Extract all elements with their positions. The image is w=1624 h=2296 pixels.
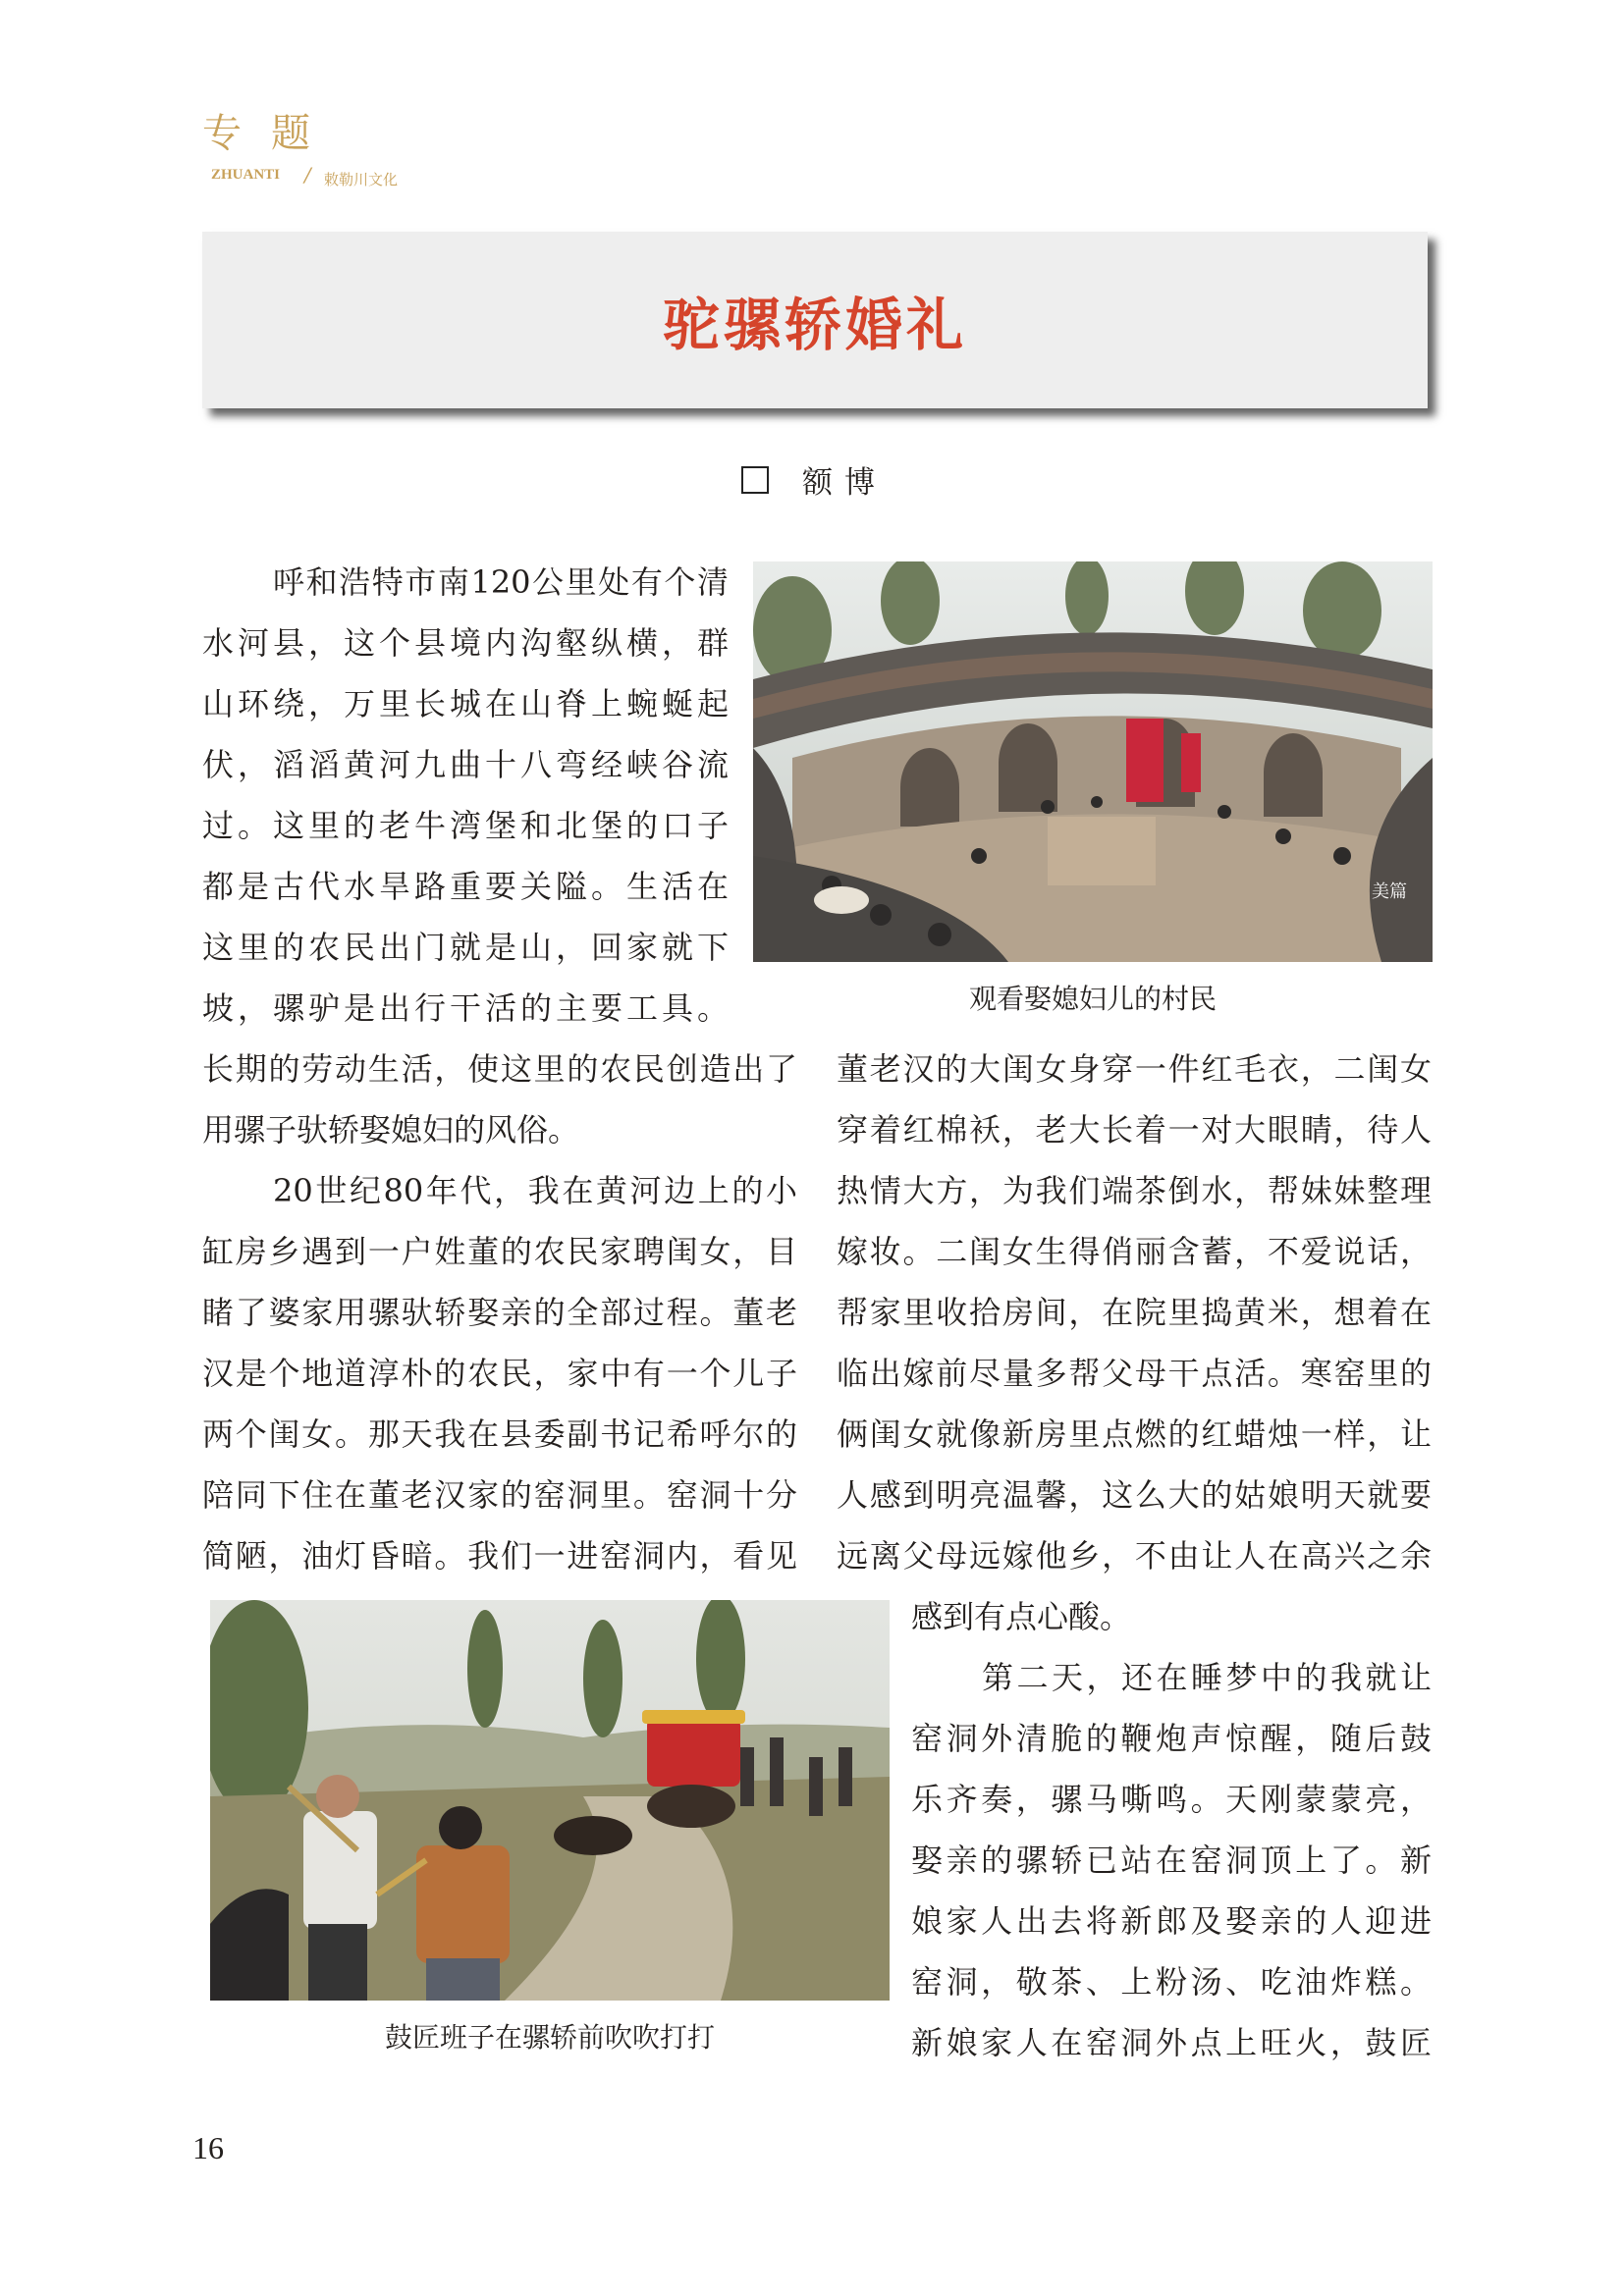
section-title-cn: 专题	[202, 111, 340, 156]
section-divider: /	[304, 163, 311, 187]
author-box-icon	[741, 466, 769, 494]
text-line: 山环绕，万里长城在山脊上蜿蜒起	[202, 685, 729, 722]
section-title-en: ZHUANTI	[211, 167, 281, 183]
text-line: 20世纪80年代，我在黄河边上的小	[273, 1172, 797, 1209]
text-line: 过。这里的老牛湾堡和北堡的口子	[202, 807, 729, 844]
paragraph-1	[202, 552, 729, 1039]
text-line: 第二天，还在睡梦中的我就让	[982, 1659, 1432, 1696]
text-line: 嫁妆。二闺女生得俏丽含蓄，不爱说话，	[837, 1233, 1432, 1270]
text-line: 窑洞外清脆的鞭炮声惊醒，随后鼓	[911, 1720, 1432, 1757]
photo-villagers-image	[753, 561, 1433, 962]
text-line: 呼和浩特市南120公里处有个清	[273, 563, 729, 601]
photo-musicians-image	[210, 1600, 890, 2001]
text-line: 两个闺女。那天我在县委副书记希呼尔的	[202, 1415, 797, 1453]
text-line: 热情大方，为我们端茶倒水，帮妹妹整理	[837, 1172, 1432, 1209]
paragraph-2	[202, 1160, 797, 1586]
photo-musicians	[210, 1600, 890, 2001]
text-line: 这里的农民出门就是山，回家就下	[202, 929, 729, 966]
paragraph-2-end	[911, 1586, 1432, 1647]
text-line: 都是古代水旱路重要关隘。生活在	[202, 868, 729, 905]
text-line: 俩闺女就像新房里点燃的红蜡烛一样，让	[837, 1415, 1432, 1453]
text-line: 董老汉的大闺女身穿一件红毛衣，二闺女	[837, 1050, 1432, 1088]
text-line: 新娘家人在窑洞外点上旺火，鼓匠	[911, 2024, 1432, 2061]
text-line: 缸房乡遇到一户姓董的农民家聘闺女，目	[202, 1233, 797, 1270]
author-name: 额博	[802, 465, 887, 501]
title-banner	[202, 232, 1428, 408]
text-line: 长期的劳动生活，使这里的农民创造出了	[202, 1050, 797, 1088]
text-line: 娶亲的骡轿已站在窑洞顶上了。新	[911, 1842, 1432, 1879]
text-line: 水河县，这个县境内沟壑纵横，群	[202, 624, 729, 662]
paragraph-3	[911, 1647, 1432, 2073]
paragraph-1-tail	[202, 1039, 797, 1160]
text-line: 临出嫁前尽量多帮父母干点活。寒窑里的	[837, 1355, 1432, 1392]
text-line: 帮家里收拾房间，在院里捣黄米，想着在	[837, 1294, 1432, 1331]
article-title: 驼骡轿婚礼	[662, 292, 967, 358]
section-subtitle: 敕勒川文化	[324, 171, 399, 188]
text-line: 窑洞，敬茶、上粉汤、吃油炸糕。	[911, 1963, 1432, 2001]
text-line: 睹了婆家用骡驮轿娶亲的全部过程。董老	[202, 1294, 797, 1331]
photo-watermark: 美篇	[1372, 881, 1407, 902]
paragraph-2-continued	[837, 1039, 1432, 1586]
text-line: 人感到明亮温馨，这么大的姑娘明天就要	[837, 1476, 1432, 1514]
page-number: 16	[192, 2130, 224, 2165]
text-line: 陪同下住在董老汉家的窑洞里。窑洞十分	[202, 1476, 797, 1514]
photo-musicians-caption: 鼓匠班子在骡轿前吹吹打打	[384, 2021, 715, 2054]
author-line	[741, 457, 887, 502]
text-line: 穿着红棉袄，老大长着一对大眼睛，待人	[837, 1111, 1432, 1148]
text-line: 娘家人出去将新郎及娶亲的人迎进	[911, 1902, 1432, 1940]
photo-villagers-caption: 观看娶媳妇儿的村民	[968, 983, 1217, 1015]
text-line: 坡，骡驴是出行干活的主要工具。	[202, 989, 729, 1027]
text-line: 用骡子驮轿娶媳妇的风俗。	[202, 1111, 580, 1148]
text-line: 汉是个地道淳朴的农民，家中有一个儿子	[202, 1355, 797, 1392]
text-line: 乐齐奏，骡马嘶鸣。天刚蒙蒙亮，	[911, 1781, 1432, 1818]
text-line: 伏，滔滔黄河九曲十八弯经峡谷流	[202, 746, 729, 783]
text-line: 感到有点心酸。	[911, 1598, 1132, 1635]
text-line: 远离父母远嫁他乡，不由让人在高兴之余	[837, 1537, 1432, 1575]
photo-villagers	[753, 561, 1433, 962]
text-line: 简陋，油灯昏暗。我们一进窑洞内，看见	[202, 1537, 797, 1575]
